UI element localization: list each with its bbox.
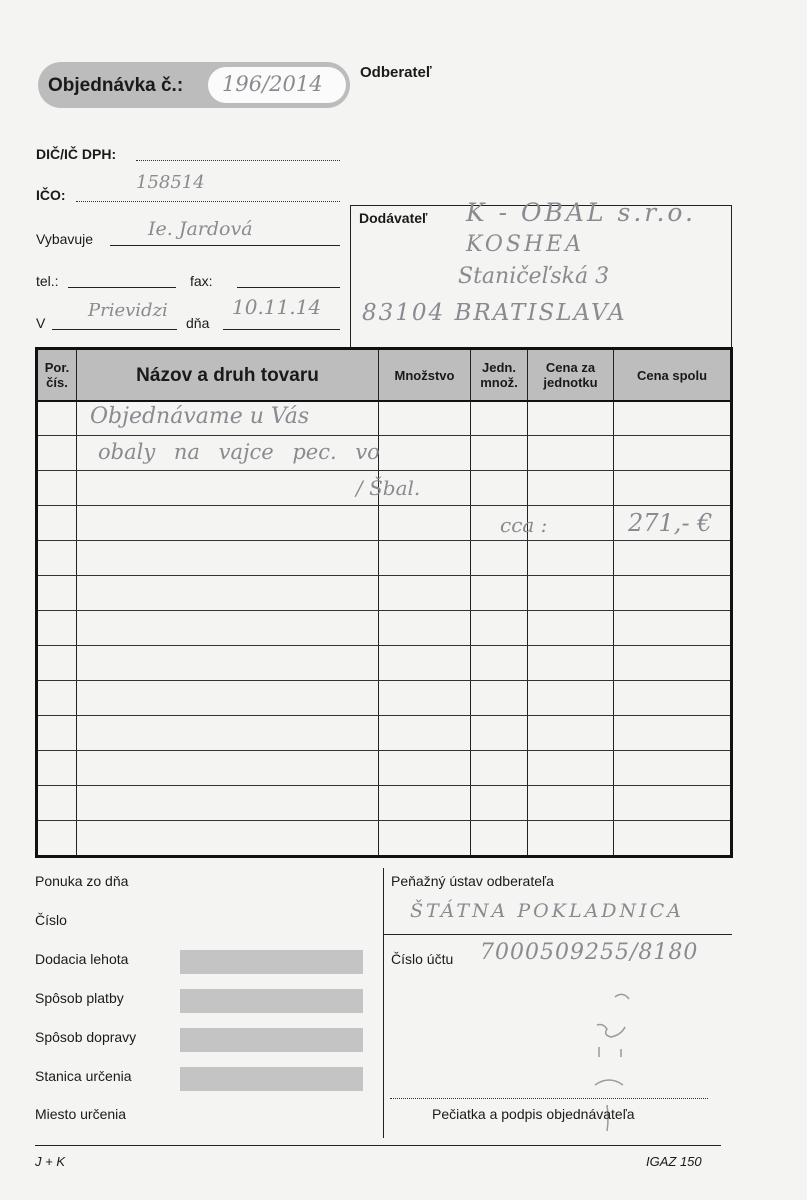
item-text-line1: Objednávame u Vás <box>90 404 310 429</box>
sposob-dopravy-label: Spôsob dopravy <box>35 1029 137 1045</box>
footer-rule <box>35 1145 721 1146</box>
dodacia-lehota-label: Dodacia lehota <box>35 951 129 967</box>
miesto-urcenia-label: Miesto určenia <box>35 1106 127 1122</box>
column-divider <box>470 350 471 855</box>
supplier-city: 83104 BRATISLAVA <box>362 300 627 326</box>
dic-field[interactable] <box>136 160 340 161</box>
table-row[interactable] <box>38 435 730 436</box>
signature-stroke <box>595 1080 623 1085</box>
vybavuje-field[interactable] <box>110 245 340 246</box>
supplier-label: Dodávateľ <box>359 210 428 226</box>
tel-field[interactable] <box>68 287 176 288</box>
bank-value: ŠTÁTNA POKLADNICA <box>410 900 684 922</box>
signature-stroke <box>597 1025 625 1038</box>
place-field[interactable] <box>52 329 177 330</box>
supplier-street: Staničeľská 3 <box>458 264 610 289</box>
cislo-label: Číslo <box>35 912 67 928</box>
signature-label: Pečiatka a podpis objednávateľa <box>432 1106 635 1122</box>
tel-label: tel.: <box>36 273 59 289</box>
dna-label: dňa <box>186 315 210 331</box>
order-number-value: 196/2014 <box>222 72 323 96</box>
dodacia-lehota-field[interactable] <box>180 950 363 974</box>
col-header-mnozstvo: Množstvo <box>379 350 470 400</box>
bank-underline <box>384 934 732 935</box>
bank-label: Peňažný ústav odberateľa <box>391 873 554 889</box>
dic-label: DIČ/IČ DPH: <box>36 146 117 162</box>
date-value: 10.11.14 <box>232 295 322 319</box>
ico-label: IČO: <box>36 187 66 203</box>
column-divider <box>76 350 77 855</box>
footer-left: J + K <box>35 1154 65 1169</box>
signature-stroke <box>599 1047 621 1057</box>
v-label: V <box>36 315 46 331</box>
col-header-jedn: Jedn. množ. <box>471 350 527 400</box>
stanica-urcenia-label: Stanica určenia <box>35 1068 132 1084</box>
table-row[interactable] <box>38 540 730 541</box>
table-row[interactable] <box>38 715 730 716</box>
customer-label: Odberateľ <box>360 64 432 81</box>
table-row[interactable] <box>38 470 730 471</box>
account-value: 7000509255/8180 <box>480 940 699 965</box>
item-text-line3: / Šbal. <box>356 476 421 500</box>
vybavuje-label: Vybavuje <box>36 231 94 247</box>
item-text-line2: obaly na vajce pec. vo <box>98 440 380 464</box>
signature-line[interactable] <box>390 1098 708 1099</box>
bottom-divider-vertical <box>383 868 384 1138</box>
col-header-por: Por. čís. <box>38 350 76 400</box>
col-header-cena-jednotku: Cena za jednotku <box>528 350 613 400</box>
ico-field[interactable] <box>76 201 340 202</box>
footer-right: IGAZ 150 <box>646 1154 702 1169</box>
fax-field[interactable] <box>237 287 340 288</box>
fax-label: fax: <box>190 273 213 289</box>
table-row[interactable] <box>38 680 730 681</box>
order-label: Objednávka č.: <box>48 75 184 96</box>
signature-stroke <box>615 994 629 999</box>
item-total: 271,- € <box>628 509 713 537</box>
ico-value: 158514 <box>136 172 205 193</box>
table-row[interactable] <box>38 505 730 506</box>
header-divider <box>38 400 730 402</box>
date-field[interactable] <box>223 329 340 330</box>
table-row[interactable] <box>38 575 730 576</box>
table-row[interactable] <box>38 645 730 646</box>
items-table <box>35 347 733 858</box>
sposob-platby-label: Spôsob platby <box>35 990 124 1006</box>
supplier-name: K - OBAL s.r.o. <box>466 198 696 227</box>
stanica-urcenia-field[interactable] <box>180 1067 363 1091</box>
column-divider <box>378 350 379 855</box>
col-header-nazov: Názov a druh tovaru <box>77 350 378 400</box>
table-row[interactable] <box>38 820 730 821</box>
table-row[interactable] <box>38 750 730 751</box>
column-divider <box>613 350 614 855</box>
vybavuje-value: Ie. Jardová <box>148 218 253 240</box>
account-label: Číslo účtu <box>391 951 454 967</box>
column-divider <box>527 350 528 855</box>
table-row[interactable] <box>38 785 730 786</box>
ponuka-label: Ponuka zo dňa <box>35 873 129 889</box>
sposob-dopravy-field[interactable] <box>180 1028 363 1052</box>
item-cca: cca : <box>500 513 548 537</box>
col-header-cena-spolu: Cena spolu <box>614 350 730 400</box>
sposob-platby-field[interactable] <box>180 989 363 1013</box>
supplier-line2: KOSHEA <box>466 232 585 257</box>
table-row[interactable] <box>38 610 730 611</box>
place-value: Prievidzi <box>88 300 168 321</box>
